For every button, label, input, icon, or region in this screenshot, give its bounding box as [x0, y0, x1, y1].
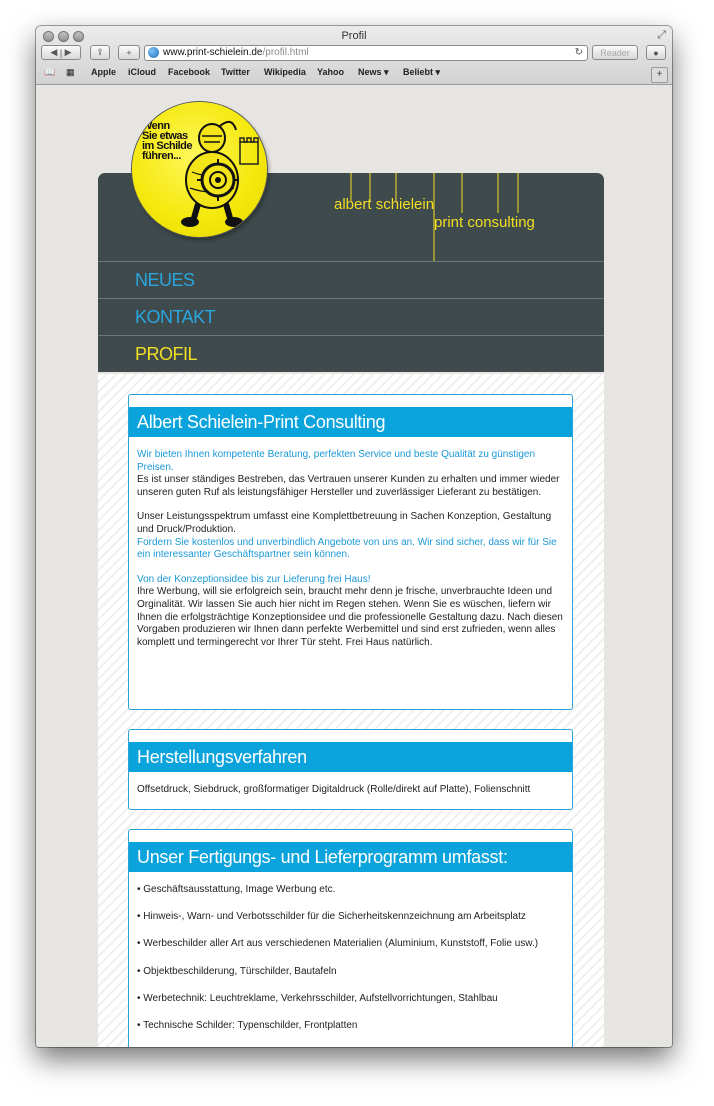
nav-item-neues[interactable]: NEUES	[98, 261, 604, 298]
share-icon: ⇪	[96, 47, 104, 57]
brand-name	[334, 196, 535, 231]
address-bar[interactable]	[144, 45, 588, 61]
program-list	[137, 884, 564, 1033]
main-content	[98, 374, 604, 1047]
about-text-1: Es ist unser ständiges Bestreben, das Vertrauen unserer Kunden zu erhalten und immer wieder unseren guten Ruf als leistungsfähiger Hersteller und zuverlässiger Lieferant zu bestätigen.	[137, 474, 560, 498]
fullscreen-icon[interactable]: ⤢	[657, 29, 666, 41]
url-text[interactable]	[163, 46, 309, 60]
bookmark-facebook[interactable]: Facebook	[168, 67, 211, 77]
globe-icon	[148, 47, 159, 58]
knight-icon	[132, 102, 267, 237]
downloads-button[interactable]	[646, 45, 666, 60]
back-forward-buttons[interactable]: ◀ | ▶	[41, 45, 81, 60]
list-item: • Objektbeschilderung, Türschilder, Bautafeln	[137, 966, 564, 979]
reading-list-icon[interactable]: 📖	[44, 67, 56, 77]
program-body	[129, 872, 572, 1047]
methods-section	[128, 729, 573, 810]
bookmark-icloud[interactable]: iCloud	[128, 67, 156, 77]
bookmark-news[interactable]: News ▾	[358, 67, 389, 77]
share-button[interactable]	[90, 45, 110, 60]
brand-line-1: albert schielein	[334, 196, 435, 213]
list-item: • Werbetechnik: Leuchtreklame, Verkehrsschilder, Aufstellvorrichtungen, Stahlbau	[137, 993, 564, 1006]
back-arrow-icon[interactable]: ◀	[50, 47, 58, 57]
download-icon: ●	[653, 47, 659, 58]
list-item: • Werbeschilder aller Art aus verschiedenen Materialien (Aluminium, Kunststoff, Folie usw.)	[137, 938, 564, 951]
forward-arrow-icon[interactable]: ▶	[64, 47, 72, 57]
plus-icon: +	[126, 47, 132, 58]
about-section	[128, 394, 573, 710]
about-text-3: Ihre Werbung, will sie erfolgreich sein, braucht mehr denn je frische, unverbrauchte Ideen und Orginalität. Wir lassen Sie auch hier nicht im Regen stehen. Wenn Sie es wüschen, liefern wir Ihnen die erfolgsträchtige Konzeptionsidee und die professionelle Gestaltung dazu. Nach diesen Vorgaben produzieren wir Ihnen dann perfekte Werbemittel und sind erst zufrieden, wenn alles komplett und termingerecht vor Ihrer Tür steht. Frei Haus natürlich.	[137, 586, 563, 648]
logo-badge[interactable]	[132, 102, 267, 237]
methods-text: Offsetdruck, Siebdruck, großformatiger Digitaldruck (Rolle/direkt auf Platte), Folienschnitt	[137, 784, 531, 795]
list-item: • Geschäftsausstattung, Image Werbung etc.	[137, 884, 564, 897]
nav-item-kontakt[interactable]: KONTAKT	[98, 298, 604, 335]
reader-button[interactable]: Reader	[592, 45, 638, 60]
page-viewport	[36, 85, 672, 1047]
top-sites-icon[interactable]: ▦	[66, 67, 75, 77]
about-text-2: Unser Leistungsspektrum umfasst eine Komplettbetreuung in Sachen Konzeption, Gestaltung und Druck/Produktion.	[137, 511, 552, 535]
about-paragraph-2	[137, 511, 564, 561]
browser-toolbar	[36, 26, 672, 85]
window-title: Profil	[341, 30, 367, 42]
url-domain: www.print-schielein.de	[163, 47, 263, 58]
program-title: Unser Fertigungs- und Lieferprogramm umfasst:	[129, 842, 572, 872]
nav-item-profil[interactable]: PROFIL	[98, 335, 604, 372]
url-path: /profil.html	[262, 47, 309, 58]
bookmark-twitter[interactable]: Twitter	[221, 67, 250, 77]
about-paragraph-1	[137, 449, 564, 499]
logo-slogan: Wenn Sie etwas im Schilde führen...	[142, 120, 193, 162]
about-highlight-2: Fordern Sie kostenlos und unverbindlich Angebote von uns an. Wir sind sicher, dass wir für Sie ein interessanter Geschäftspartner sein können.	[137, 536, 557, 561]
browser-window	[36, 26, 672, 1047]
bookmarks-bar	[36, 64, 672, 82]
reload-icon[interactable]: ↻	[574, 47, 583, 58]
about-body	[129, 437, 572, 657]
about-highlight-1: Wir bieten Ihnen kompetente Beratung, perfekten Service und beste Qualität zu günstigen Preisen.	[137, 449, 536, 473]
list-item: • Hinweis-, Warn- und Verbotsschilder für die Sicherheitskennzeichnung am Arbeitsplatz	[137, 911, 564, 924]
about-highlight-3: Von der Konzeptionsidee bis zur Lieferung frei Haus!	[137, 573, 371, 585]
new-tab-button[interactable]: +	[651, 67, 668, 83]
about-title: Albert Schielein-Print Consulting	[129, 407, 572, 437]
brand-line-2: print consulting	[434, 214, 535, 231]
about-paragraph-3	[137, 574, 564, 650]
bookmark-beliebt[interactable]: Beliebt ▾	[403, 67, 441, 77]
bookmark-apple[interactable]: Apple	[91, 67, 117, 77]
program-section	[128, 829, 573, 1047]
bookmark-wikipedia[interactable]: Wikipedia	[264, 67, 306, 77]
bookmark-yahoo[interactable]: Yahoo	[317, 67, 345, 77]
list-item: • Technische Schilder: Typenschilder, Frontplatten	[137, 1020, 564, 1033]
methods-title: Herstellungsverfahren	[129, 742, 572, 772]
add-bookmark-button[interactable]	[118, 45, 140, 60]
